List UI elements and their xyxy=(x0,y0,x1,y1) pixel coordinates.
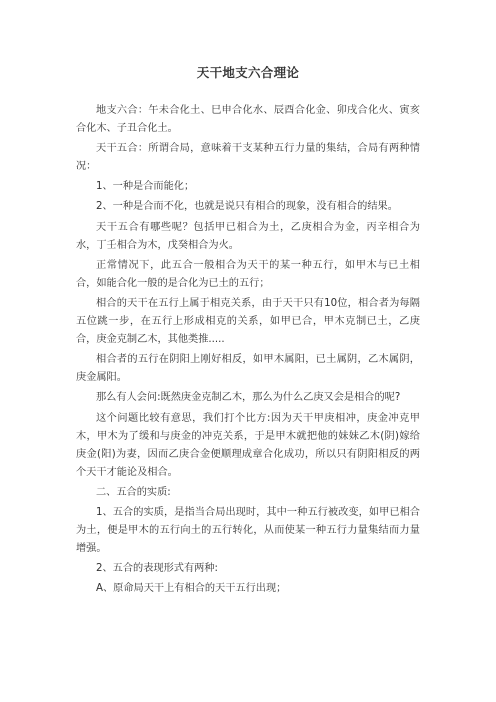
document-title: 天干地支六合理论 xyxy=(196,65,300,80)
paragraph-case-one: 1、一种是合而能化； xyxy=(96,181,195,193)
paragraph-yin-yang: 相合者的五行在阴阳上刚好相反，如甲木属阳，已土属阴，乙木属阴，庚金属阳。 xyxy=(76,354,420,384)
paragraph-normal-case: 正常情况下，此五合一般相合为天干的某一种五行，如甲木与已土相合，如能合化一般的是合化为已土的五行； xyxy=(76,259,420,289)
paragraph-essence-two: 2、五合的表现形式有两种: xyxy=(96,563,218,575)
paragraph-five-combinations-list: 天干五合有哪些呢？包括甲已相合为土，乙庚相合为金，丙辛相合为水，丁壬相合为木，戊癸相合为火。 xyxy=(76,221,420,251)
paragraph-essence-one: 1、五合的实质，是指当合局出现时，其中一种五行被改变，如甲已相合为土，便是甲木的五行向土的五行转化，从而使某一种五行力量集结而力量增强。 xyxy=(76,506,420,555)
paragraph-analogy: 这个问题比较有意思，我们打个比方:因为天干甲庚相冲，庚金冲克甲木，甲木为了缓和与庚金的冲克关系，于是甲木就把他的妹妹乙木(阴)嫁给庚金(阳)为妻，因而乙庚合金便顺理成章合化成功，所以只有阴阳相反的两个天干才能论及相合。 xyxy=(76,412,420,478)
paragraph-form-a: A、原命局天干上有相合的天干五行出现； xyxy=(96,583,287,595)
section-heading-essence: 二、五合的实质: xyxy=(96,486,171,498)
paragraph-controlling-relation: 相合的天干在五行上属于相克关系，由于天干只有10位，相合者为每隔五位跳一步，在五行上形成相克的关系，如甲已合，甲木克制已土，乙庚合，庚金克制乙木，其他类推..... xyxy=(76,297,420,346)
paragraph-heavenly-stem-five-combinations: 天干五合：所谓合局，意味着干支某种五行力量的集结，合局有两种情况： xyxy=(76,143,420,173)
paragraph-earthly-branch-six-combinations: 地支六合：午未合化土、巳申合化水、辰酉合化金、卯戌合化火、寅亥合化木、子丑合化土。 xyxy=(76,105,420,135)
paragraph-question: 那么有人会问:既然庚金克制乙木，那么为什么乙庚又会是相合的呢? xyxy=(96,392,401,404)
paragraph-case-two: 2、一种是合而不化，也就是说只有相合的现象，没有相合的结果。 xyxy=(96,201,398,213)
